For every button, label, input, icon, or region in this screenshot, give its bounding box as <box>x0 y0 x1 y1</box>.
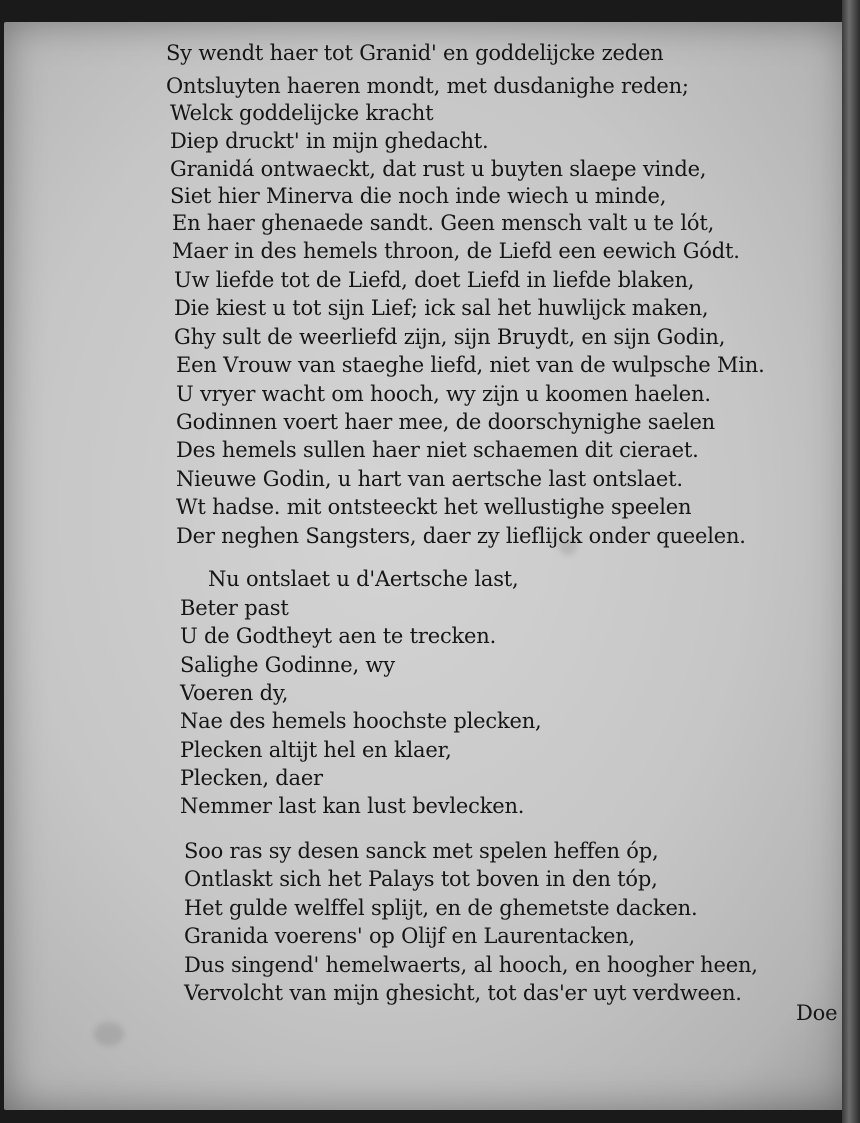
verse-line: Granida voerens' op Olijf en Laurentacken, <box>184 924 636 948</box>
verse-line: Ghy sult de weerliefd zijn, sijn Bruydt, en sijn Godin, <box>174 325 726 349</box>
verse-line: Ontlaskt sich het Palays tot boven in den tóp, <box>184 867 658 891</box>
verse-line: En haer ghenaede sandt. Geen mensch valt u te lót, <box>172 211 715 235</box>
song-line: Beter past <box>180 596 289 620</box>
verse-line: Ontsluyten haeren mondt, met dusdanighe reden; <box>166 74 689 98</box>
verse-line: Maer in des hemels throon, de Liefd een eewich Gódt. <box>172 239 740 263</box>
verse-line: Die kiest u tot sijn Lief; ick sal het huwlijck maken, <box>174 296 709 320</box>
song-line: U de Godtheyt aen te trecken. <box>180 624 497 648</box>
song-line: Voeren dy, <box>180 681 289 705</box>
verse-line: Nieuwe Godin, u hart van aertsche last ontslaet. <box>176 467 683 491</box>
verse-line: Der neghen Sangsters, daer zy lieflijck onder queelen. <box>176 524 746 548</box>
catchword: Doe <box>796 1001 838 1025</box>
verse-line: Welck goddelijcke kracht <box>170 101 434 125</box>
verse-line: U vryer wacht om hooch, wy zijn u koomen haelen. <box>176 382 711 406</box>
verse-line: Granidá ontwaeckt, dat rust u buyten slaepe vinde, <box>170 157 707 181</box>
verse-line: Wt hadse. mit ontsteeckt het wellustighe speelen <box>176 495 692 519</box>
verse-line: Soo ras sy desen sanck met spelen heffen óp, <box>184 839 659 863</box>
verse-line: Des hemels sullen haer niet schaemen dit cieraet. <box>176 438 699 462</box>
song-line: Nemmer last kan lust bevlecken. <box>180 794 525 818</box>
verse-line: Diep druckt' in mijn ghedacht. <box>170 129 489 153</box>
song-line: Plecken, daer <box>180 766 323 790</box>
song-line: Nae des hemels hoochste plecken, <box>180 709 542 733</box>
verse-line: Een Vrouw van staeghe liefd, niet van de wulpsche Min. <box>176 353 765 377</box>
verse-line: Godinnen voert haer mee, de doorschynighe saelen <box>176 410 715 434</box>
song-line: Plecken altijt hel en klaer, <box>180 738 452 762</box>
verse-line: Vervolcht van mijn ghesicht, tot das'er uyt verdween. <box>184 981 742 1005</box>
song-line: Salighe Godinne, wy <box>180 653 395 677</box>
verse-line: Dus singend' hemelwaerts, al hooch, en hoogher heen, <box>184 953 758 977</box>
verse-line: Het gulde welffel splijt, en de ghemetste dacken. <box>184 896 698 920</box>
song-line: Nu ontslaet u d'Aertsche last, <box>208 567 519 591</box>
verse-line: Sy wendt haer tot Granid' en goddelijcke zeden <box>166 41 664 65</box>
verse-line: Siet hier Minerva die noch inde wiech u minde, <box>170 184 667 208</box>
verse-line: Uw liefde tot de Liefd, doet Liefd in liefde blaken, <box>174 268 695 292</box>
